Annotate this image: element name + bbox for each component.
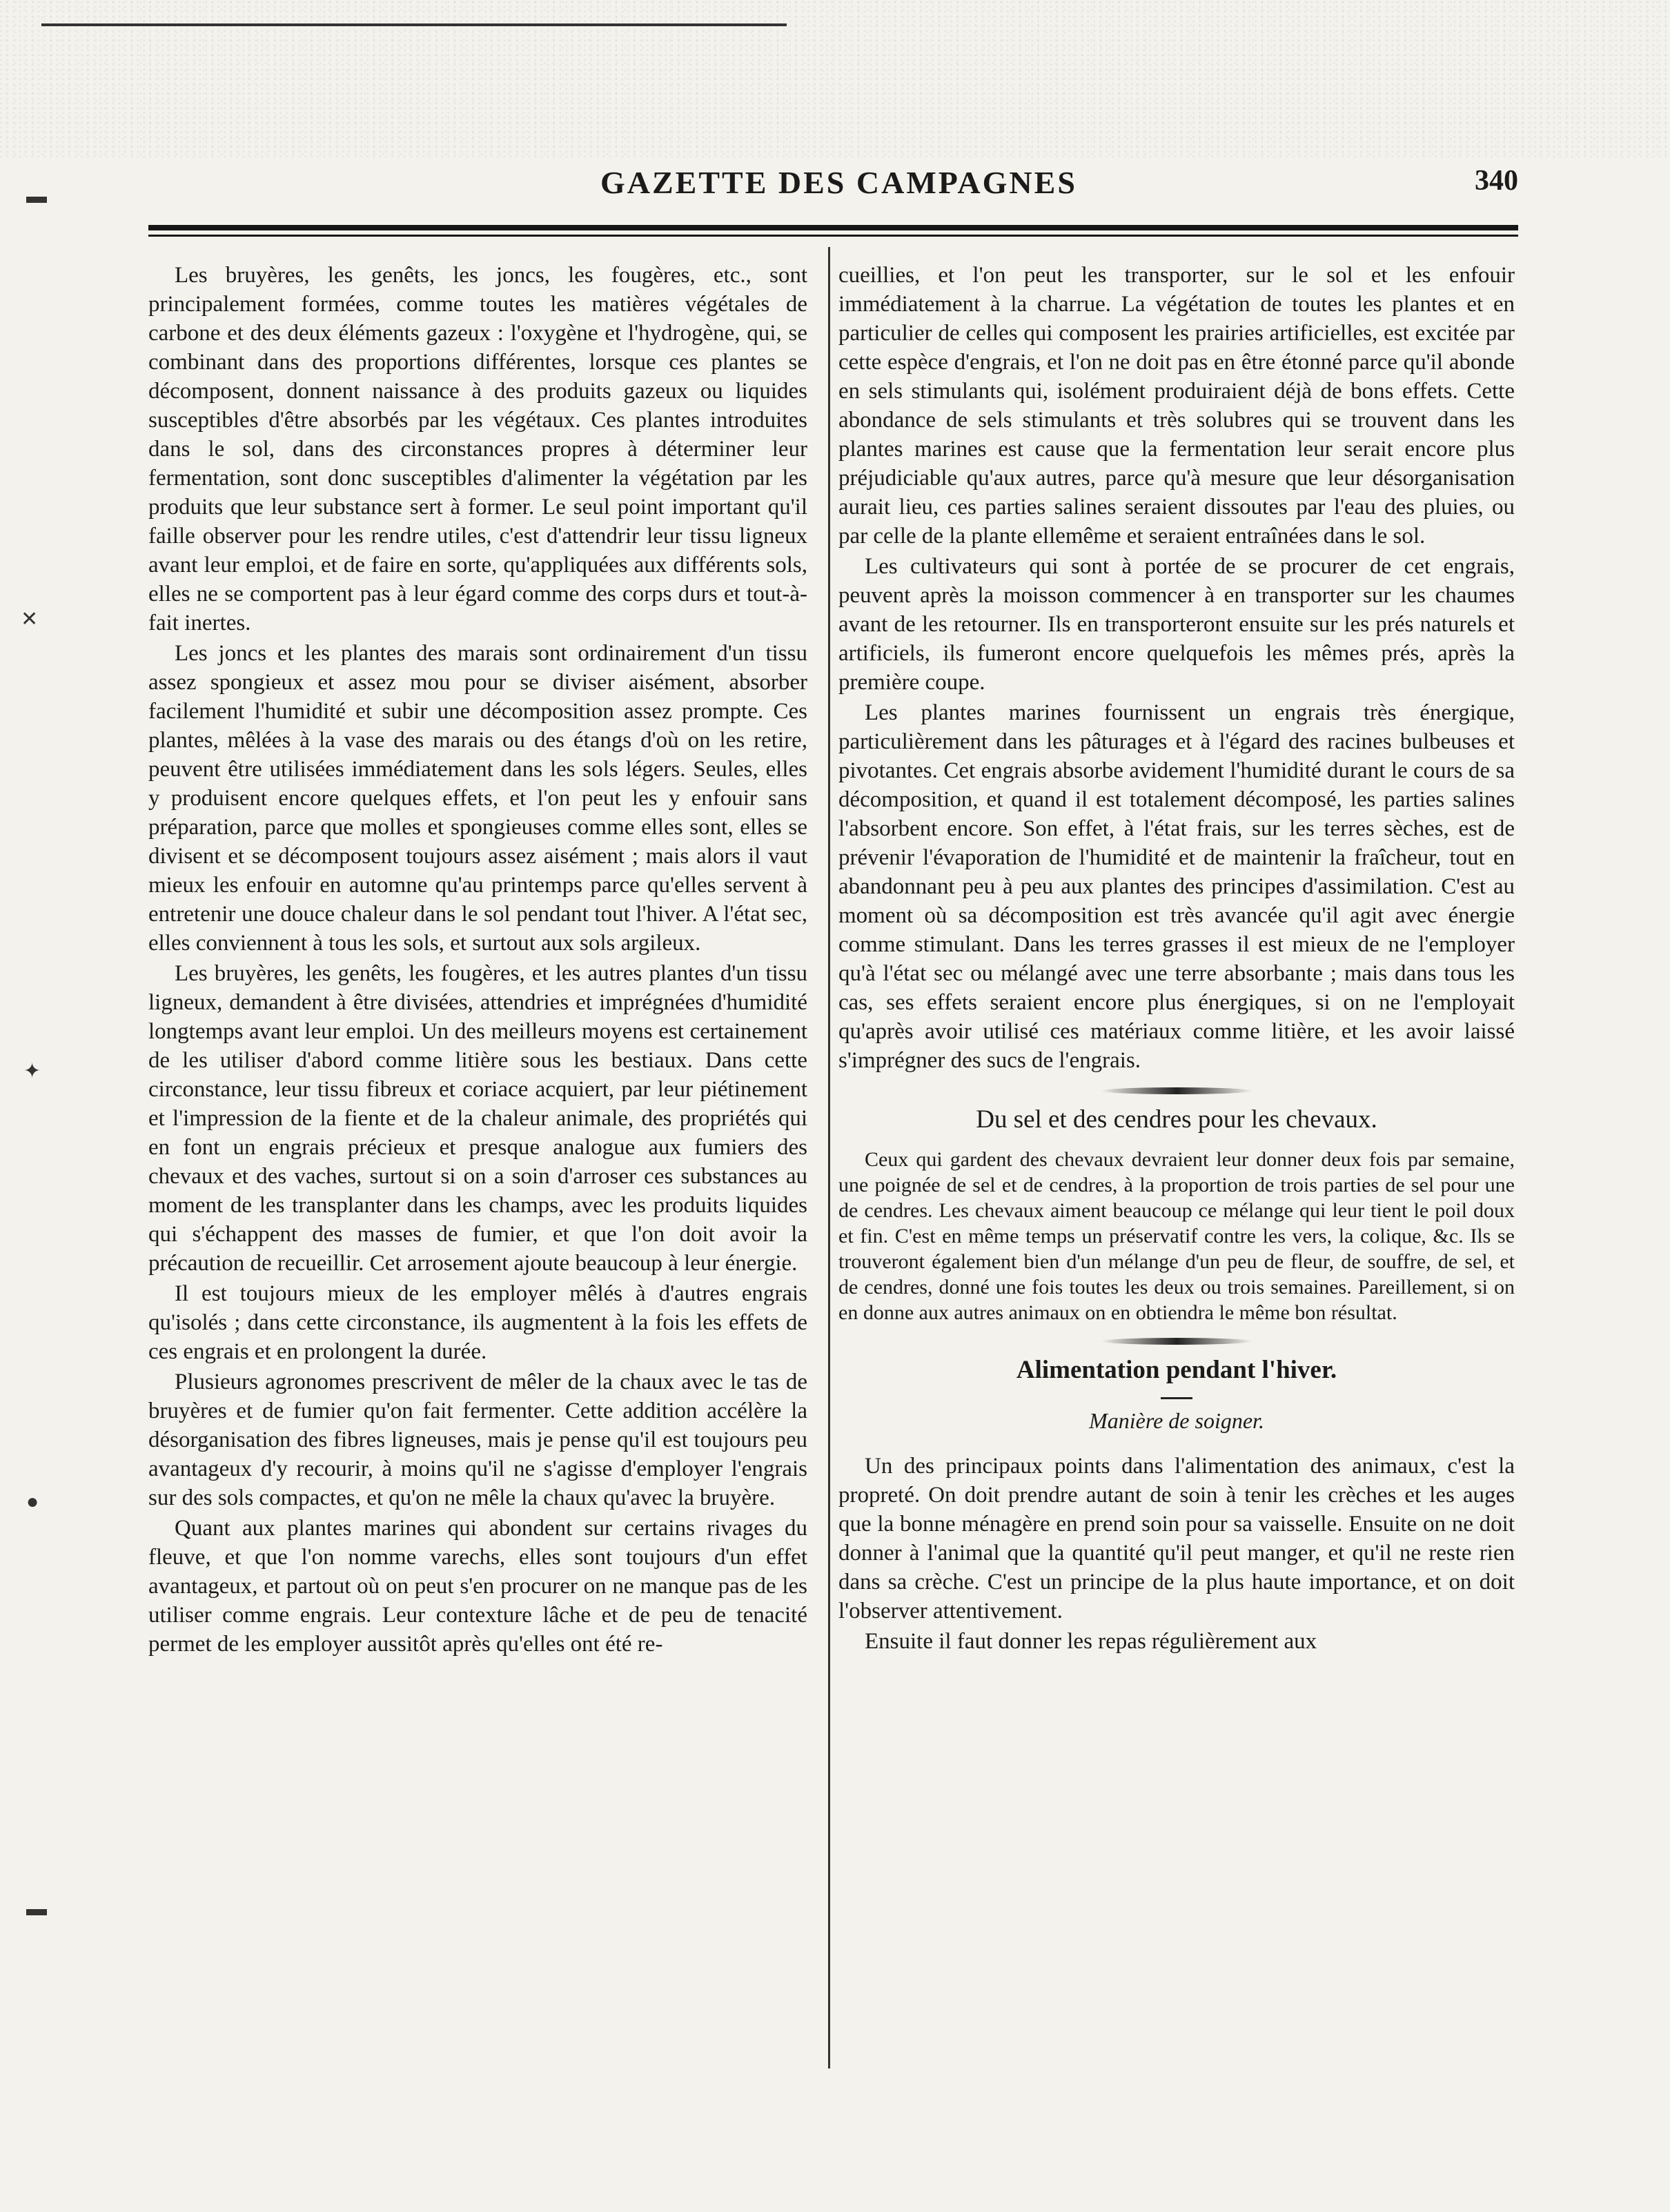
section-title: Du sel et des cendres pour les chevaux.: [976, 1105, 1377, 1134]
paragraph: Ensuite il faut donner les repas régulièrement aux: [865, 1629, 1317, 1654]
margin-mark: ▬: [26, 1897, 47, 1920]
section-title: Alimentation pendant l'hiver.: [1016, 1356, 1337, 1384]
paragraph: Les cultivateurs qui sont à portée de se procurer de cet engrais, peuvent après la moisson commencer à en transporter sur les chaumes avant de les retourner. Ils en transporteront ensuite sur les prés naturels et artificiels, ils fumeront encore quelquefois les mêmes prés, après la première coupe.: [838, 554, 1515, 695]
newspaper-title: GAZETTE DES CAMPAGNES: [600, 165, 1077, 200]
paragraph: Un des principaux points dans l'alimentation des animaux, c'est la propreté. On doit prendre autant de soin à tenir les crèches et les auges que la bonne ménagère en prend soin pour sa vaisselle. Ensuite on ne doit donner à l'animal que la quantité qu'il peut manger, et qu'il ne reste rien dans sa crèche. C'est un principe de la plus haute importance, et on doit l'observer attentivement.: [838, 1454, 1515, 1623]
paragraph: Il est toujours mieux de les employer mêlés à d'autres engrais qu'isolés ; dans cette circonstance, ils augmentent à la fois les effets de ces engrais et en prolongent la durée.: [148, 1281, 807, 1364]
right-column: [838, 261, 1515, 1657]
section-body: [838, 1147, 1515, 1325]
title-rule: [1161, 1397, 1192, 1399]
left-column: [148, 261, 807, 1660]
margin-mark: ✦: [23, 1060, 41, 1083]
paragraph: Ceux qui gardent des chevaux devraient leur donner deux fois par semaine, une poignée de sel et de cendres, à la proportion de trois parties de sel pour une de cendres. Les chevaux aiment beaucoup ce mélange qui leur tient le poil doux et fin. C'est en même temps un préservatif contre les vers, la colique, &c. Ils se trouveront également bien d'un mélange d'un peu de fleur, de souffre, de sel, et de cendres, donné une fois toutes les deux ou trois semaines. Pareillement, si on en donne aux autres animaux on en obtiendra le même bon résultat.: [838, 1148, 1515, 1324]
section-ornament: [1101, 1087, 1252, 1094]
margin-mark: ●: [26, 1490, 39, 1513]
page-header: [148, 164, 1518, 206]
column-divider: [828, 247, 830, 2068]
section-ornament: [1101, 1338, 1252, 1345]
page-number: 340: [1475, 165, 1518, 197]
section-subtitle: Manière de soigner.: [1089, 1408, 1264, 1433]
margin-mark: ▬: [26, 185, 47, 208]
paragraph-continuation: cueillies, et l'on peut les transporter, sur le sol et les enfouir immédiatement à la charrue. La végétation de toutes les plantes et en particulier de celles qui composent les prairies artificielles, est excitée par cette espèce d'engrais, et l'on ne doit pas en être étonné parce qu'il abonde en sels stimulants qui, isolément produiraient déjà de bons effets. Cette abondance de sels stimulants et très solubres qui se trouvent dans les plantes marines est cause que la fermentation leur serait encore plus préjudiciable qu'aux autres, parce qu'à mesure que leur désorganisation aurait lieu, ces parties salines seraient dissoutes par l'eau des pluies, ou par celle de la plante ellemême et seraient entraînées dans le sol.: [838, 263, 1515, 549]
paragraph: Les joncs et les plantes des marais sont ordinairement d'un tissu assez spongieux et assez mou pour se diviser aisément, absorber facilement l'humidité et subir une décomposition assez prompte. Ces plantes, mêlées à la vase des marais ou des étangs d'où on les retire, peuvent être utilisées immédiatement dans les sols légers. Seules, elles y produisent encore quelques effets, et l'on peut les y enfouir sans préparation, parce que molles et spongieuses comme elles sont, elles se divisent et se décomposent toujours assez aisément ; mais alors il vaut mieux les enfouir en automne qu'au printemps parce qu'elles servent à entretenir une douce chaleur dans le sol pendant tout l'hiver. A l'état sec, elles conviennent à tous les sols, et surtout aux sols argileux.: [148, 641, 807, 956]
header-rule: [148, 225, 1518, 244]
paragraph: Plusieurs agronomes prescrivent de mêler de la chaux avec le tas de bruyères et de fumier qu'on fait fermenter. Cette addition accélère la désorganisation des fibres ligneuses, mais je pense qu'il est toujours peu avantageux d'y recourir, à moins qu'il ne s'agisse d'employer l'engrais sur des sols compactes, et qu'on ne mêle la chaux qu'avec la bruyère.: [148, 1370, 807, 1510]
paragraph: Les bruyères, les genêts, les joncs, les fougères, etc., sont principalement formées, comme toutes les matières végétales de carbone et des deux éléments gazeux : l'oxygène et l'hydrogène, qui, se combinant dans des proportions différentes, lorsque ces plantes se décomposent, donnent naissance à des produits gazeux ou liquides susceptibles d'être absorbés par les végétaux. Ces plantes introduites dans le sol, dans des circonstances propres à déterminer leur fermentation, sont donc susceptibles d'alimenter la végétation par les produits que leur substance sert à former. Le seul point important qu'il faille observer pour les rendre utiles, c'est d'attendrir leur tissu ligneux avant leur emploi, et de faire en sorte, qu'appliquées aux différents sols, elles ne se comportent pas à leur égard comme des corps durs et tout-à-fait inertes.: [148, 263, 807, 635]
margin-mark: ✕: [21, 608, 39, 631]
paragraph: Les plantes marines fournissent un engrais très énergique, particulièrement dans les pâturages et à l'égard des racines bulbeuses et pivotantes. Cet engrais absorbe avidement l'humidité durant le cours de sa décomposition, et quand il est totalement décomposé, les parties salines l'absorbent encore. Son effet, à l'état frais, sur les terres sèches, est de prévenir l'évaporation de l'humidité et de maintenir la fraîcheur, tout en abandonnant peu à peu aux plantes des principes d'assimilation. C'est au moment où sa décomposition est très avancée qu'il agit avec énergie comme stimulant. Dans les terres grasses il est mieux de ne l'employer qu'à l'état sec ou mélangé avec une terre absorbante ; mais dans tous les cas, ses effets seraient encore plus énergiques, si on ne l'employait qu'après avoir utilisé ces matériaux comme litière, et les avoir laissé s'imprégner des sucs de l'engrais.: [838, 700, 1515, 1073]
top-rule: [41, 23, 787, 26]
paragraph: Quant aux plantes marines qui abondent sur certains rivages du fleuve, et que l'on nomme varechs, elles sont toujours d'un effet avantageux, et partout où on peut s'en procurer on ne manque pas de les utiliser comme engrais. Leur contexture lâche et de peu de tenacité permet de les employer aussitôt après qu'elles ont été re-: [148, 1516, 807, 1657]
paragraph: Les bruyères, les genêts, les fougères, et les autres plantes d'un tissu ligneux, demandent à être divisées, attendries et imprégnées d'humidité longtemps avant leur emploi. Un des meilleurs moyens est certainement de les utiliser d'abord comme litière sous les bestiaux. Dans cette circonstance, leur tissu fibreux et coriace acquiert, par leur piétinement et l'impression de la fiente et de la chaleur animale, des propriétés qui en font un engrais précieux et presque analogue aux fumiers des chevaux et des vaches, surtout si on a soin d'arroser ces substances au moment de les transplanter dans les champs, avec les produits liquides qui s'échappent des masses de fumier, et que l'on doit avoir la précaution de recueillir. Cet arrosement ajoute beaucoup à leur énergie.: [148, 961, 807, 1276]
